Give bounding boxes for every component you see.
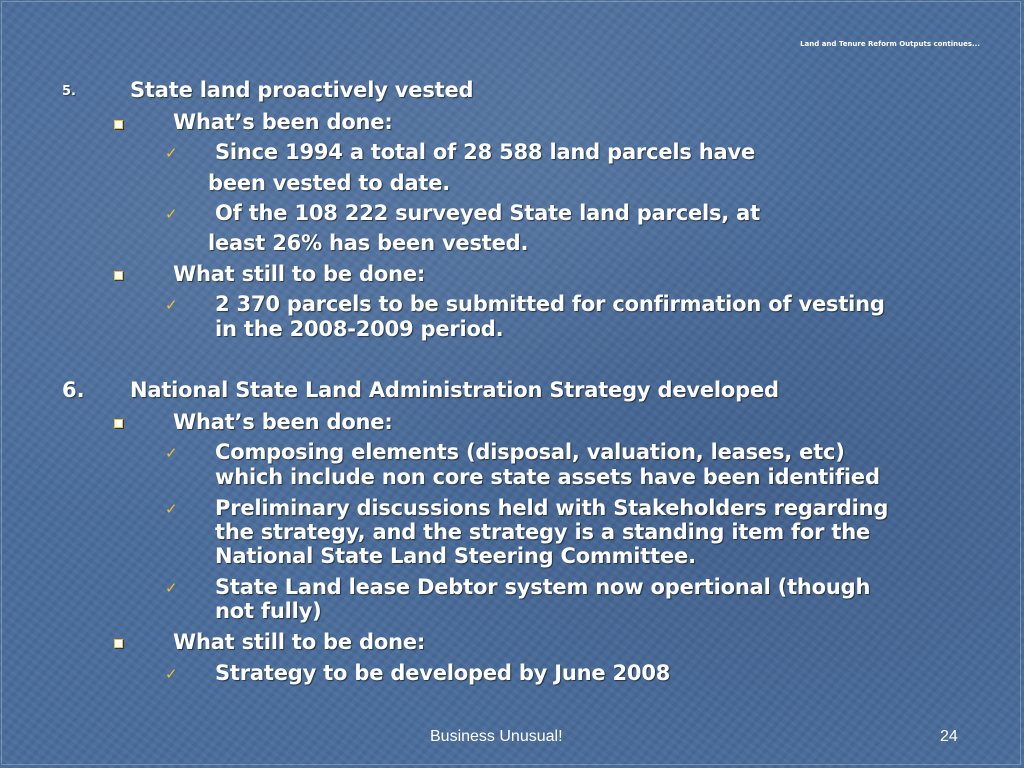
checkmark-icon: ✓ <box>165 444 178 462</box>
item-line: Since 1994 a total of 28 588 land parcels have <box>215 140 756 164</box>
section-number: 6. <box>62 378 85 402</box>
checkmark-icon: ✓ <box>165 205 178 223</box>
item-line: State Land lease Debtor system now opertional (though <box>215 575 871 599</box>
item-line: least 26% has been vested. <box>208 231 529 255</box>
item-line: Preliminary discussions held with Stakeholders regarding <box>215 496 889 520</box>
section-title: National State Land Administration Strategy developed <box>130 378 779 402</box>
item-line: 2 370 parcels to be submitted for confirmation of vesting <box>215 292 885 316</box>
checkmark-icon: ✓ <box>165 500 178 518</box>
page-number: 24 <box>940 728 958 745</box>
item-line: which include non core state assets have been identified <box>215 465 880 489</box>
checkmark-icon: ✓ <box>165 665 178 683</box>
item-line: Composing elements (disposal, valuation, leases, etc) <box>215 440 845 464</box>
item-line: the strategy, and the strategy is a standing item for the <box>215 520 871 544</box>
checkmark-icon: ✓ <box>165 579 178 597</box>
checkmark-icon: ✓ <box>165 296 178 314</box>
group-heading: What still to be done: <box>173 630 426 654</box>
section-number: 5. <box>62 84 76 99</box>
group-heading: What’s been done: <box>173 110 393 134</box>
item-line: been vested to date. <box>208 171 451 195</box>
square-bullet-icon <box>114 271 123 280</box>
item-line: Strategy to be developed by June 2008 <box>215 661 671 685</box>
item-line: National State Land Steering Committee. <box>215 544 696 568</box>
square-bullet-icon <box>114 639 123 648</box>
item-line: Of the 108 222 surveyed State land parcels, at <box>215 201 760 225</box>
header-note: Land and Tenure Reform Outputs continues... <box>800 40 980 48</box>
square-bullet-icon <box>114 419 123 428</box>
checkmark-icon: ✓ <box>165 144 178 162</box>
group-heading: What’s been done: <box>173 410 393 434</box>
group-heading: What still to be done: <box>173 262 426 286</box>
square-bullet-icon <box>114 120 123 129</box>
item-line: in the 2008-2009 period. <box>215 317 504 341</box>
footer-tagline: Business Unusual! <box>430 728 563 745</box>
item-line: not fully) <box>215 599 322 623</box>
section-title: State land proactively vested <box>130 78 474 102</box>
